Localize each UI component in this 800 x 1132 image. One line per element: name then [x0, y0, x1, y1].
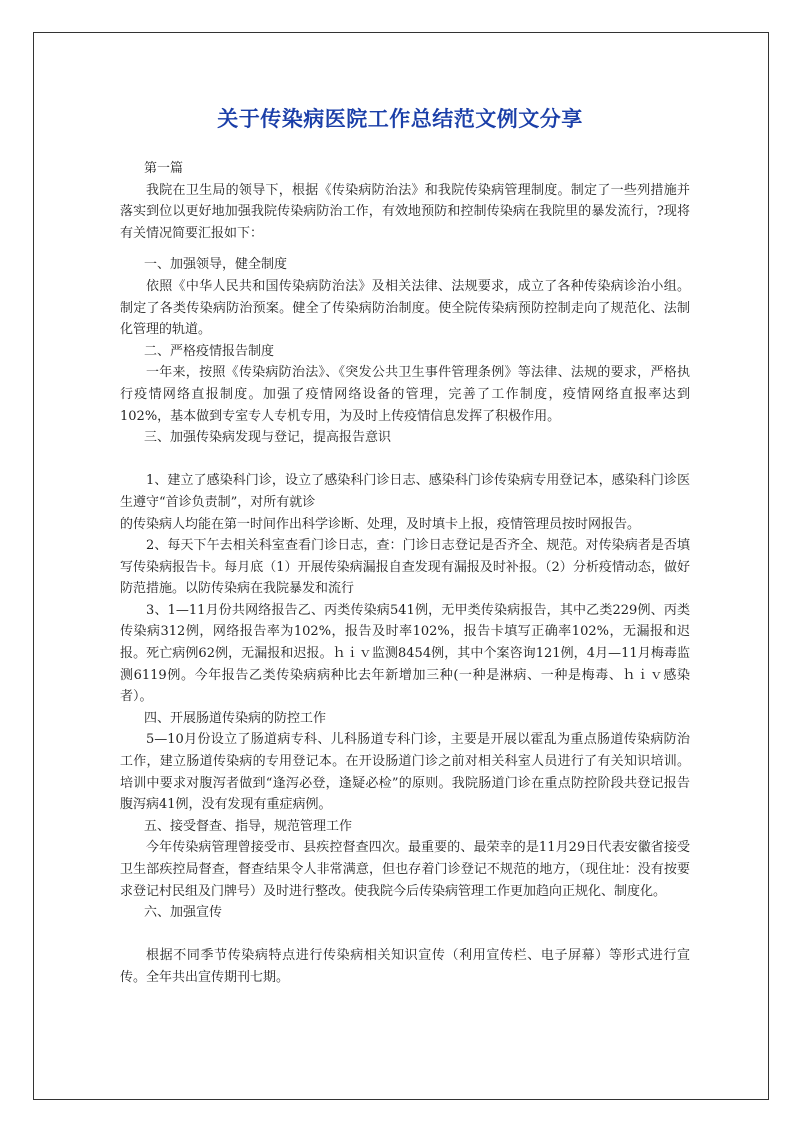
paragraph-3b: 的传染病人均能在第一时间作出科学诊断、处理，及时填卡上报，疫情管理员按时网报告。 — [120, 516, 641, 532]
paragraph-5: 今年传染病管理曾接受市、县疾控督查四次。最重要的、最荣幸的是11月29日代表安徽省接受卫生部疾控局督查，督查结果令人非常满意，但也存着门诊登记不规范的地方，（现住址：没有按要求登记村民组及门牌号）及时进行整改。使我院今后传染病管理工作更加趋向正规化、制度化。 — [120, 840, 690, 899]
document-body — [120, 158, 690, 989]
heading-5: 五、接受督查、指导，规范管理工作 — [144, 818, 353, 834]
paragraph-2: 一年来，按照《传染病防治法》、《突发公共卫生事件管理条例》等法律、法规的要求，严格执行疫情网络直报制度。加强了疫情网络设备的管理，完善了工作制度，疫情网络直报率达到102%，基本做到专室专人专机专用，为及时上传疫情信息发挥了积极作用。 — [120, 365, 690, 424]
paragraph-3c: 2、每天下午去相关科室查看门诊日志，查：门诊日志登记是否齐全、规范。对传染病者是否填写传染病报告卡。每月底（1）开展传染病漏报自查发现有漏报及时补报。（2）分析疫情动态，做好防范措施。以防传染病在我院暴发和流行 — [120, 538, 690, 597]
heading-1: 一、加强领导，健全制度 — [144, 257, 288, 273]
paragraph-6: 根据不同季节传染病特点进行传染病相关知识宣传（利用宣传栏、电子屏幕）等形式进行宣传。全年共出宣传期刊七期。 — [120, 948, 690, 985]
heading-4: 四、开展肠道传染病的防控工作 — [144, 710, 327, 726]
heading-2: 二、严格疫情报告制度 — [144, 343, 275, 359]
paragraph-3d: 3、1—11月份共网络报告乙、丙类传染病541例，无甲类传染病报告，其中乙类229例、丙类传染病312例，网络报告率为102%，报告及时率102%，报告卡填写正确率102%，无漏报和迟报。死亡病例62例，无漏报和迟报。ｈｉｖ监测8454例，其中个案咨询121例，4月—11月梅毒监测6119例。今年报告乙类传染病病种比去年新增加三种(一种是淋病、一种是梅毒、ｈｉｖ感染者）。 — [120, 602, 690, 705]
paragraph-3a: 1、建立了感染科门诊，设立了感染科门诊日志、感染科门诊传染病专用登记本，感染科门诊医生遵守“首诊负责制”，对所有就诊 — [120, 473, 690, 510]
heading-6: 六、加强宣传 — [144, 905, 223, 921]
heading-3: 三、加强传染病发现与登记，提高报告意识 — [144, 430, 392, 446]
document-title: 关于传染病医院工作总结范文例文分享 — [217, 106, 583, 131]
section-label: 第一篇 — [144, 161, 184, 176]
intro-paragraph: 我院在卫生局的领导下，根据《传染病防治法》和我院传染病管理制度。制定了一些列措施并落实到位以更好地加强我院传染病防治工作，有效地预防和控制传染病在我院里的暴发流行，?现将有关情况简要汇报如下： — [120, 182, 690, 241]
paragraph-1: 依照《中华人民共和国传染病防治法》及相关法律、法规要求，成立了各种传染病诊治小组。制定了各类传染病防治预案。健全了传染病防治制度。使全院传染病预防控制走向了规范化、法制化管理的轨道。 — [120, 278, 690, 338]
paragraph-4: 5—10月份设立了肠道病专科、儿科肠道专科门诊，主要是开展以霍乱为重点肠道传染病防治工作，建立肠道传染病的专用登记本。在开设肠道门诊之前对相关科室人员进行了有关知识培训。培训中要求对腹泻者做到“逢泻必登，逢疑必检”的原则。我院肠道门诊在重点防控阶段共登记报告腹泻病41例，没有发现有重症病例。 — [120, 732, 690, 813]
